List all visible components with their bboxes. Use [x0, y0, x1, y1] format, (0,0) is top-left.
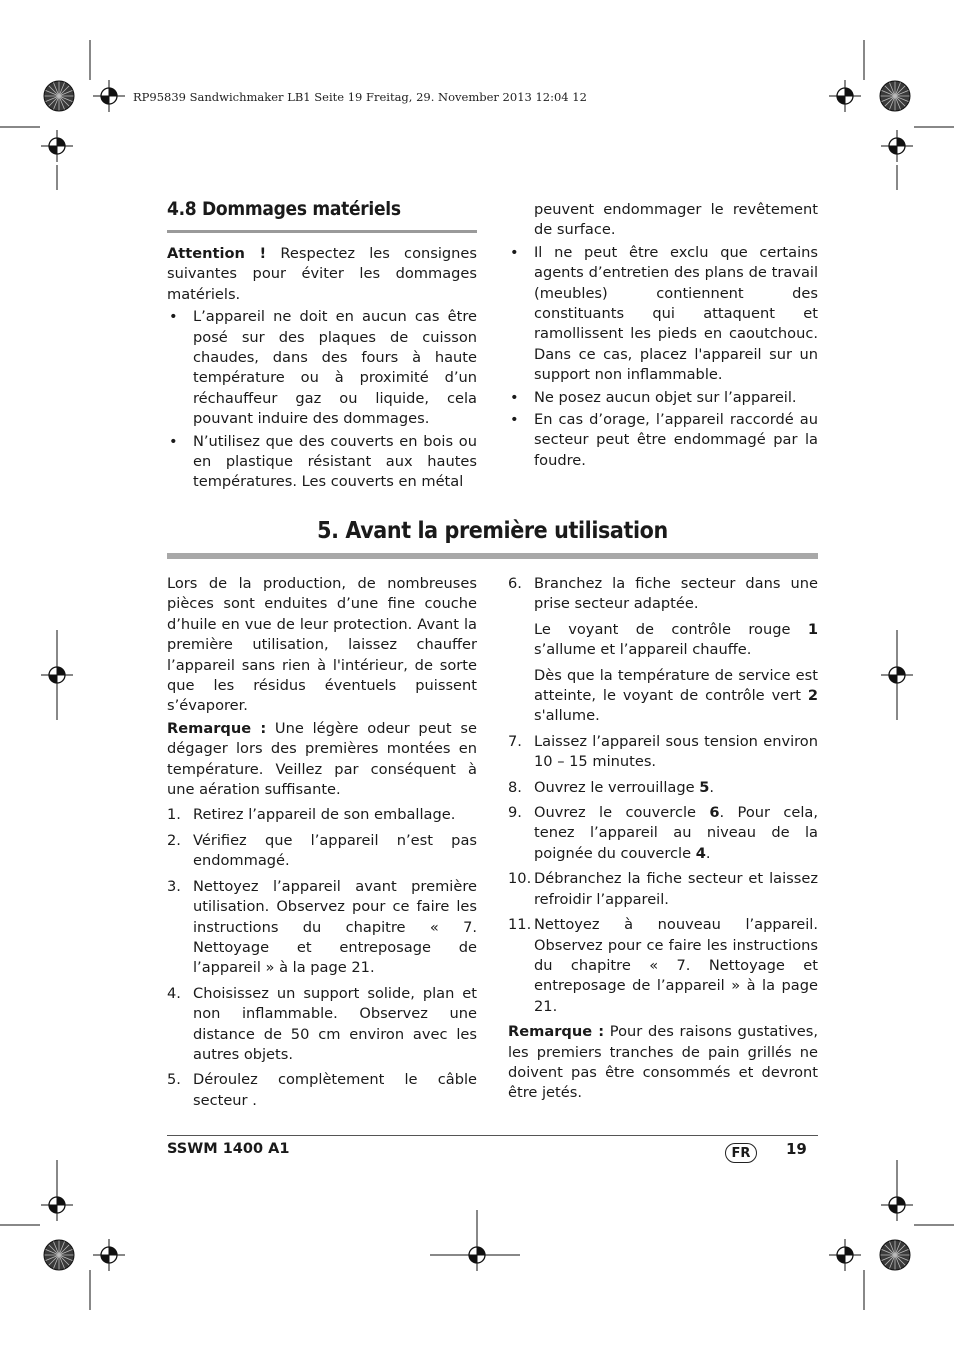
remarque-label: Remarque :: [167, 719, 267, 737]
footer-model-number: SSWM 1400 A1: [167, 1141, 290, 1157]
remarque-paragraph: [508, 1022, 818, 1104]
remarque-label: Remarque :: [508, 1023, 605, 1041]
step-text: Vérifiez que l’appareil n’est pas endommagé.: [193, 831, 477, 870]
step-number: 5.: [167, 1071, 181, 1089]
step-text: [534, 778, 818, 798]
note-text: s’allume et l’appareil chauffe.: [534, 641, 752, 659]
step-text: Branchez la fiche secteur dans une prise secteur adaptée.: [534, 575, 818, 613]
step-text-part: . Pour cela, tenez l’appareil au niveau de la poignée du couvercle: [534, 804, 818, 862]
attention-paragraph: [167, 244, 477, 305]
step-text: Déroulez complètement le câble secteur .: [193, 1071, 477, 1109]
list-item: • Ne posez aucun objet sur l’appareil.: [508, 388, 818, 408]
step-6-note-red-light: [508, 620, 818, 661]
remarque-text: Pour des raisons gustatives, les premiers tranches de pain grillés ne doivent pas être consommés et devront être jetés.: [508, 1023, 818, 1102]
print-job-info: RP95839 Sandwichmaker LB1 Seite 19 Freitag, 29. November 2013 12:04 12: [133, 90, 587, 104]
step-text-part: Ouvrez le couvercle: [534, 804, 710, 822]
part-number-ref: 4: [695, 844, 706, 862]
heading-rule-thick: [167, 553, 818, 559]
heading-rule: [167, 230, 477, 233]
intro-paragraph: Lors de la production, de nombreuses pièces sont enduites d’une fine couche d’huile en vue de leur protection. Avant la première utilisation, laissez chauffer l’appareil sans rien à l'intérieur, de sorte que les résidus éventuels puissent s’évaporer.: [167, 575, 477, 715]
step-text: [534, 803, 818, 864]
step-text: Nettoyez à nouveau l’appareil. Observez pour ce faire les instructions du chapitre « 7. Nettoyage et entreposage de l’appareil » à la page 21.: [534, 916, 818, 1015]
step-item: [508, 778, 818, 798]
step-number: 1.: [167, 806, 181, 824]
step-item: [508, 869, 818, 910]
step-item: [167, 877, 477, 979]
step-text: Débranchez la fiche secteur et laissez refroidir l’appareil.: [534, 870, 818, 908]
step-item: [508, 803, 818, 864]
list-item: • N’utilisez que des couverts en bois ou en plastique résistant aux hautes températures. Les couverts en métal: [167, 432, 477, 493]
step-item: [508, 915, 818, 1017]
section-5-right-column: [508, 569, 818, 1104]
remarque-text: Une légère odeur peut se dégager lors des premières montées en température. Veillez par conséquent à une aération suffisante.: [167, 719, 477, 799]
step-text-part: .: [705, 844, 711, 862]
step-item: [167, 984, 477, 1066]
step-text: Nettoyez l’appareil avant première utilisation. Observez pour ce faire les instructions du chapitre « 7. Nettoyage et entreposage de l’appareil » à la page 21.: [193, 877, 477, 977]
step-item: [167, 831, 477, 872]
step-text-part: Ouvrez le verrouillage: [534, 778, 700, 796]
section-5-left-column: [167, 574, 477, 1111]
part-number-ref: 6: [709, 804, 720, 822]
language-badge: FR: [725, 1143, 757, 1163]
step-number: 6.: [508, 575, 522, 592]
part-number-ref: 1: [807, 620, 818, 638]
part-number-ref: 5: [699, 778, 710, 796]
list-item: • Il ne peut être exclu que certains agents d’entretien des plans de travail (meubles) contiennent des constituants qui attaquent et ramollissent les pieds en caoutchouc. Dans ce cas, placez l'appareil sur un support non inflammable.: [508, 243, 818, 386]
step-text: Choisissez un support solide, plan et non inflammable. Observez une distance de 50 cm environ avec les autres objets.: [193, 984, 477, 1063]
step-number: 4.: [167, 984, 181, 1002]
section-4-8-left-column: [167, 244, 477, 493]
section-4-8-right-column: [508, 200, 818, 471]
part-number-ref: 2: [807, 687, 818, 705]
footer-rule: [167, 1135, 818, 1136]
remarque-paragraph: [167, 719, 477, 801]
step-item: [167, 1070, 477, 1111]
section-5-heading: 5. Avant la première utilisation: [317, 518, 668, 544]
section-4-8-heading: 4.8 Dommages matériels: [167, 198, 401, 220]
note-text: s'allume.: [534, 707, 600, 725]
note-text: Le voyant de contrôle rouge: [534, 620, 808, 638]
list-item: • L’appareil ne doit en aucun cas être posé sur des plaques de cuisson chaudes, dans des fours à haute température ou à proximité d’un réchauffeur gaz ou liquide, cela pouvant induire des dommages.: [167, 307, 477, 429]
step-text: Retirez l’appareil de son emballage.: [193, 806, 456, 824]
step-number: 10.: [508, 870, 532, 888]
step-6-note-green-light: [508, 666, 818, 727]
continuation-text: peuvent endommager le revêtement de surface.: [534, 201, 818, 239]
step-item: [508, 732, 818, 773]
step-item: [508, 574, 818, 615]
step-number: 11.: [508, 916, 532, 934]
step-number: 9.: [508, 804, 522, 822]
page-number: 19: [786, 1140, 807, 1158]
note-text: Dès que la température de service est atteinte, le voyant de contrôle vert: [534, 666, 818, 705]
step-item: [167, 805, 477, 825]
step-number: 2.: [167, 831, 181, 849]
list-item: • En cas d’orage, l’appareil raccordé au secteur peut être endommagé par la foudre.: [508, 410, 818, 471]
step-number: 3.: [167, 877, 181, 895]
attention-text: Respectez les consignes suivantes pour éviter les dommages matériels.: [167, 245, 477, 303]
step-number: 7.: [508, 732, 522, 750]
step-text: Laissez l’appareil sous tension environ 10 – 15 minutes.: [534, 732, 818, 771]
step-text-part: .: [709, 778, 715, 796]
step-number: 8.: [508, 778, 522, 796]
attention-label: Attention !: [167, 245, 267, 262]
